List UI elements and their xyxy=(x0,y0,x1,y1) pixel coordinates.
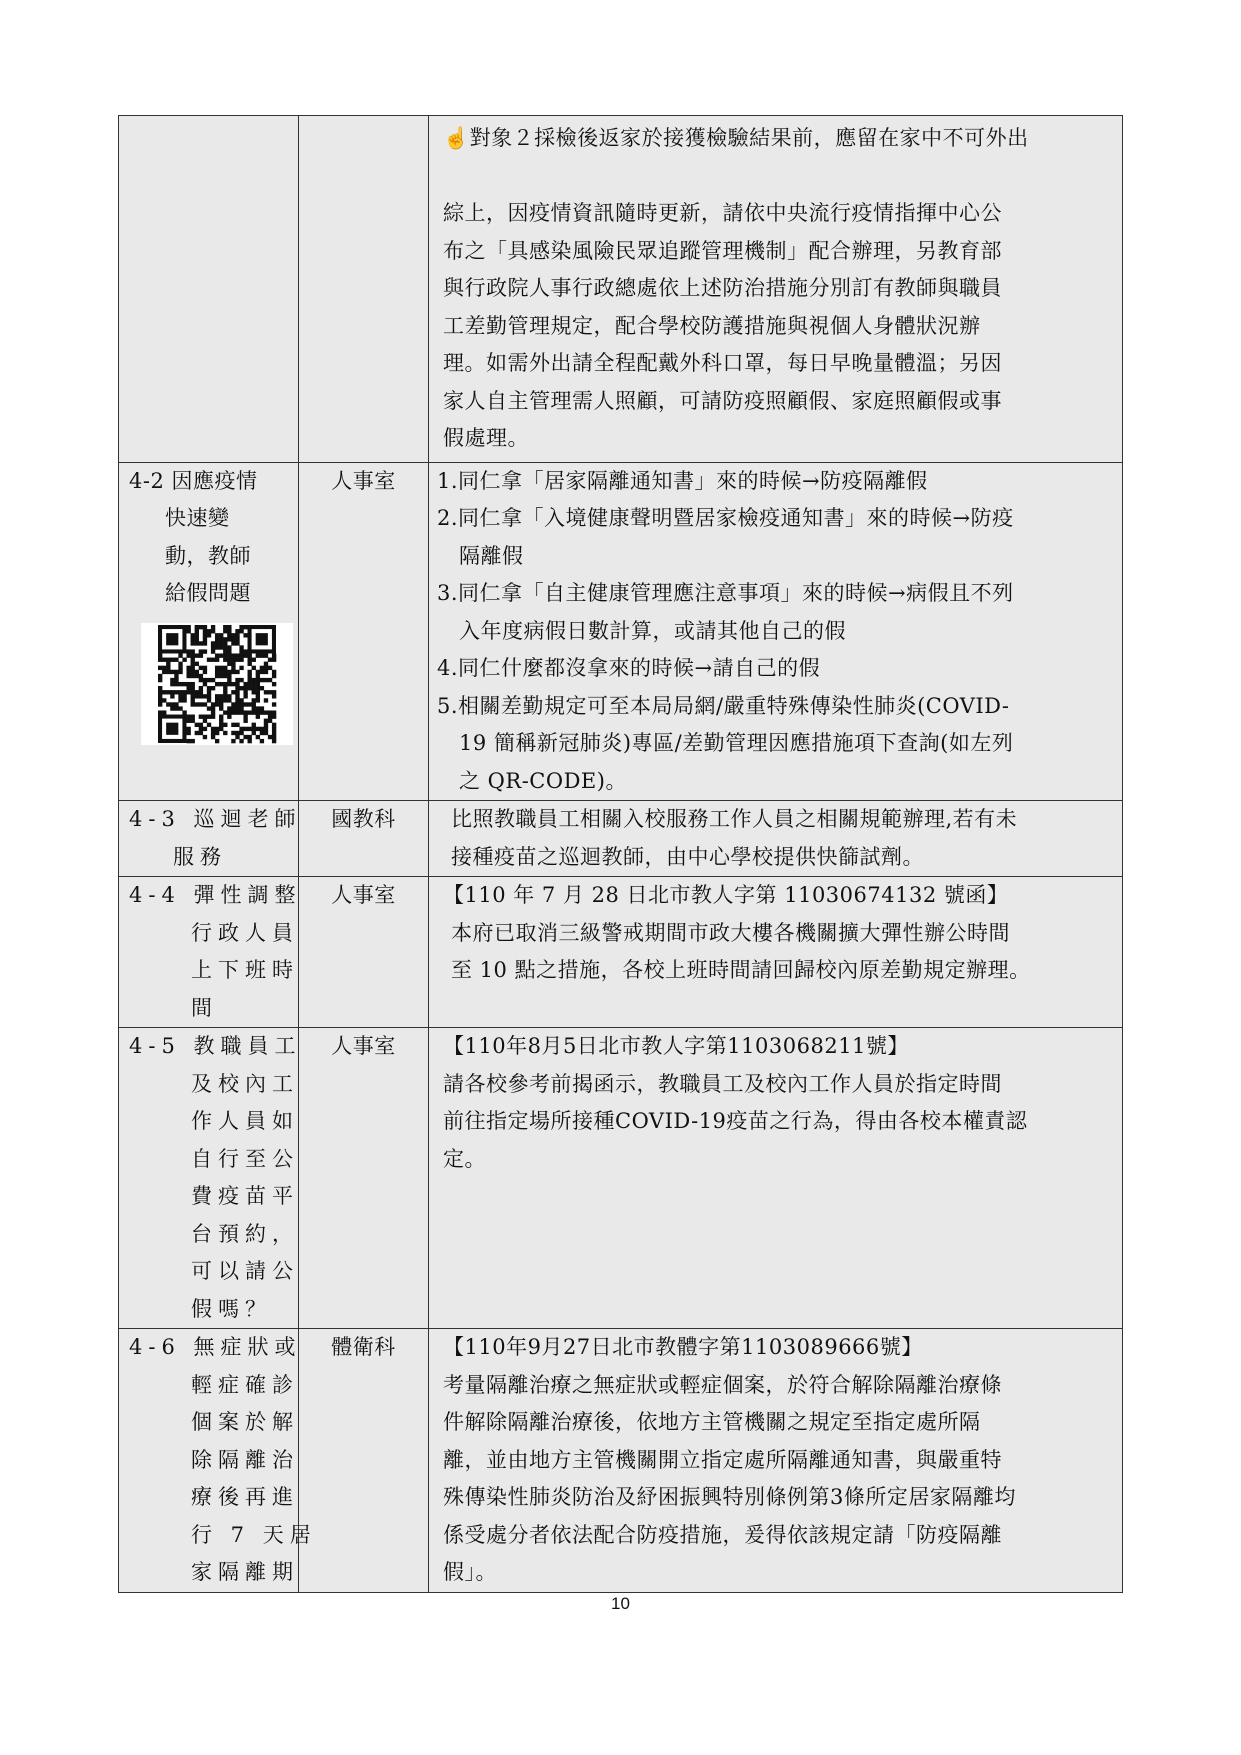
content-line: 至 10 點之措施，各校上班時間請回歸校內原差勤規定辦理。 xyxy=(451,958,1031,982)
topic-line: 自行至公 xyxy=(191,1146,299,1171)
content-line: 件解除隔離治療後，依地方主管機關之規定至指定處所隔 xyxy=(443,1410,981,1434)
content-cell xyxy=(429,116,1123,463)
topic-line: 台預約， xyxy=(191,1221,299,1246)
content-line: 考量隔離治療之無症狀或輕症個案，於符合解除隔離治療條 xyxy=(443,1372,1002,1397)
content-line: 19 簡稱新冠肺炎)專區/差勤管理因應措施項下查詢(如左列 xyxy=(459,731,1014,755)
content-line: 請各校參考前揭函示，教職員工及校內工作人員於指定時間 xyxy=(443,1071,1002,1096)
topic-line: 上下班時 xyxy=(191,958,299,982)
content-line: 假」。 xyxy=(443,1560,497,1584)
content-line: 2.同仁拿「入境健康聲明暨居家檢疫通知書」來的時候→防疫 xyxy=(437,506,1014,530)
content-line: 3.同仁拿「自主健康管理應注意事項」來的時候→病假且不列 xyxy=(437,581,1014,605)
content-line: 4.同仁什麼都沒拿來的時候→請自己的假 xyxy=(437,656,821,680)
content-cell xyxy=(429,877,1123,1028)
topic-line: 可以請公 xyxy=(191,1259,299,1283)
content-line: 布之「具感染風險民眾追蹤管理機制」配合辦理，另教育部 xyxy=(443,238,1002,263)
unit-cell xyxy=(299,877,429,1028)
page-number: 10 xyxy=(611,1594,630,1613)
topic-line: 4-3 巡迴老師 xyxy=(129,807,302,831)
table-row-4-3 xyxy=(119,801,1123,877)
topic-line: 假嗎？ xyxy=(191,1296,272,1321)
topic-line: 療後再進 xyxy=(191,1485,299,1509)
content-line: 【110 年 7 月 28 日北市教人字第 11030674132 號函】 xyxy=(443,883,1009,907)
content-line: 前往指定場所接種COVID-19疫苗之行為，得由各校本權責認 xyxy=(443,1109,1028,1133)
unit-cell xyxy=(299,1028,429,1329)
topic-line: 動，教師 xyxy=(165,543,251,568)
content-line: 與行政院人事行政總處依上述防治措施分別訂有教師與職員 xyxy=(443,276,1002,300)
topic-line: 服務 xyxy=(173,844,227,869)
table-row-4-6 xyxy=(119,1329,1123,1593)
content-line: 本府已取消三級警戒期間市政大樓各機關擴大彈性辦公時間 xyxy=(451,920,1010,945)
topic-line: 個案於解 xyxy=(191,1410,299,1434)
topic-line: 及校內工 xyxy=(191,1071,299,1096)
topic-cell xyxy=(119,1329,317,1593)
topic-cell xyxy=(119,801,302,877)
content-line: 5.相關差勤規定可至本局局網/嚴重特殊傳染性肺炎(COVID- xyxy=(437,693,1010,718)
content-line: 入年度病假日數計算，或請其他自己的假 xyxy=(459,618,846,643)
topic-line: 快速變 xyxy=(165,506,230,530)
unit-cell xyxy=(299,462,429,801)
qa-table xyxy=(118,115,1123,1593)
topic-line: 行政人員 xyxy=(191,920,299,945)
unit-label: 體衛科 xyxy=(331,1335,396,1359)
content-line: 家人自主管理需人照顧，可請防疫照顧假、家庭照顧假或事 xyxy=(443,388,1002,413)
unit-label: 國教科 xyxy=(331,807,396,831)
topic-line: 除隔離治 xyxy=(191,1447,299,1472)
content-cell xyxy=(429,1028,1123,1329)
content-line: 綜上，因疫情資訊隨時更新，請依中央流行疫情指揮中心公 xyxy=(443,201,1002,225)
content-line: 之 QR-CODE)。 xyxy=(459,768,627,793)
unit-cell xyxy=(299,1329,429,1593)
content-line: 離，並由地方主管機關開立指定處所隔離通知書，與嚴重特 xyxy=(443,1447,1002,1472)
unit-label: 人事室 xyxy=(331,468,396,493)
topic-line: 給假問題 xyxy=(165,581,251,605)
content-line: 殊傳染性肺炎防治及紓困振興特別條例第3條所定居家隔離均 xyxy=(443,1485,1016,1509)
topic-cell xyxy=(119,1028,302,1329)
topic-line: 4-5 教職員工 xyxy=(129,1034,302,1058)
content-line: 假處理。 xyxy=(443,426,529,450)
topic-line: 作人員如 xyxy=(191,1109,299,1133)
table-row-4-2 xyxy=(119,462,1123,801)
unit-label: 人事室 xyxy=(331,883,396,907)
content-line: 工差勤管理規定，配合學校防護措施與視個人身體狀況辦 xyxy=(443,313,981,338)
content-line: 理。如需外出請全程配戴外科口罩，每日早晚量體溫；另因 xyxy=(443,351,1002,375)
topic-line: 家隔離期 xyxy=(191,1560,299,1584)
content-line: 係受處分者依法配合防疫措施，爰得依該規定請「防疫隔離 xyxy=(443,1522,1002,1547)
content-cell xyxy=(429,462,1123,801)
topic-line: 行 7 天居 xyxy=(191,1522,317,1547)
content-line: 接種疫苗之巡迴教師，由中心學校提供快篩試劑。 xyxy=(451,844,924,869)
content-line: 比照教職員工相關入校服務工作人員之相關規範辦理,若有未 xyxy=(451,807,1018,831)
content-cell xyxy=(429,1329,1123,1593)
content-line: 隔離假 xyxy=(459,543,524,568)
topic-line: 4-6 無症狀或 xyxy=(129,1335,302,1359)
topic-cell xyxy=(119,462,299,801)
unit-cell xyxy=(299,116,429,463)
topic-line: 間 xyxy=(191,995,218,1020)
content-cell xyxy=(429,801,1123,877)
topic-cell xyxy=(119,877,302,1028)
topic-line: 4-4 彈性調整 xyxy=(129,883,302,907)
content-line: 定。 xyxy=(443,1146,486,1171)
table-row-continuation xyxy=(119,116,1123,463)
unit-label: 人事室 xyxy=(331,1034,396,1058)
topic-line: 輕症確診 xyxy=(191,1372,299,1397)
topic-line: 4-2 因應疫情 xyxy=(129,468,258,493)
content-line: 【110年9月27日北市教體字第1103089666號】 xyxy=(443,1335,923,1359)
topic-line: 費疫苗平 xyxy=(191,1184,299,1208)
unit-cell xyxy=(299,801,429,877)
table-row-4-5 xyxy=(119,1028,1123,1329)
content-line: 1.同仁拿「居家隔離通知書」來的時候→防疫隔離假 xyxy=(437,468,928,493)
qr-code-image[interactable] xyxy=(141,623,293,745)
topic-cell xyxy=(119,116,299,463)
table-row-4-4 xyxy=(119,877,1123,1028)
blank-line xyxy=(443,158,1122,196)
content-line: 【110年8月5日北市教人字第1103068211號】 xyxy=(443,1034,909,1058)
content-line: ☝對象２採檢後返家於接獲檢驗結果前，應留在家中不可外出 xyxy=(443,126,1029,150)
